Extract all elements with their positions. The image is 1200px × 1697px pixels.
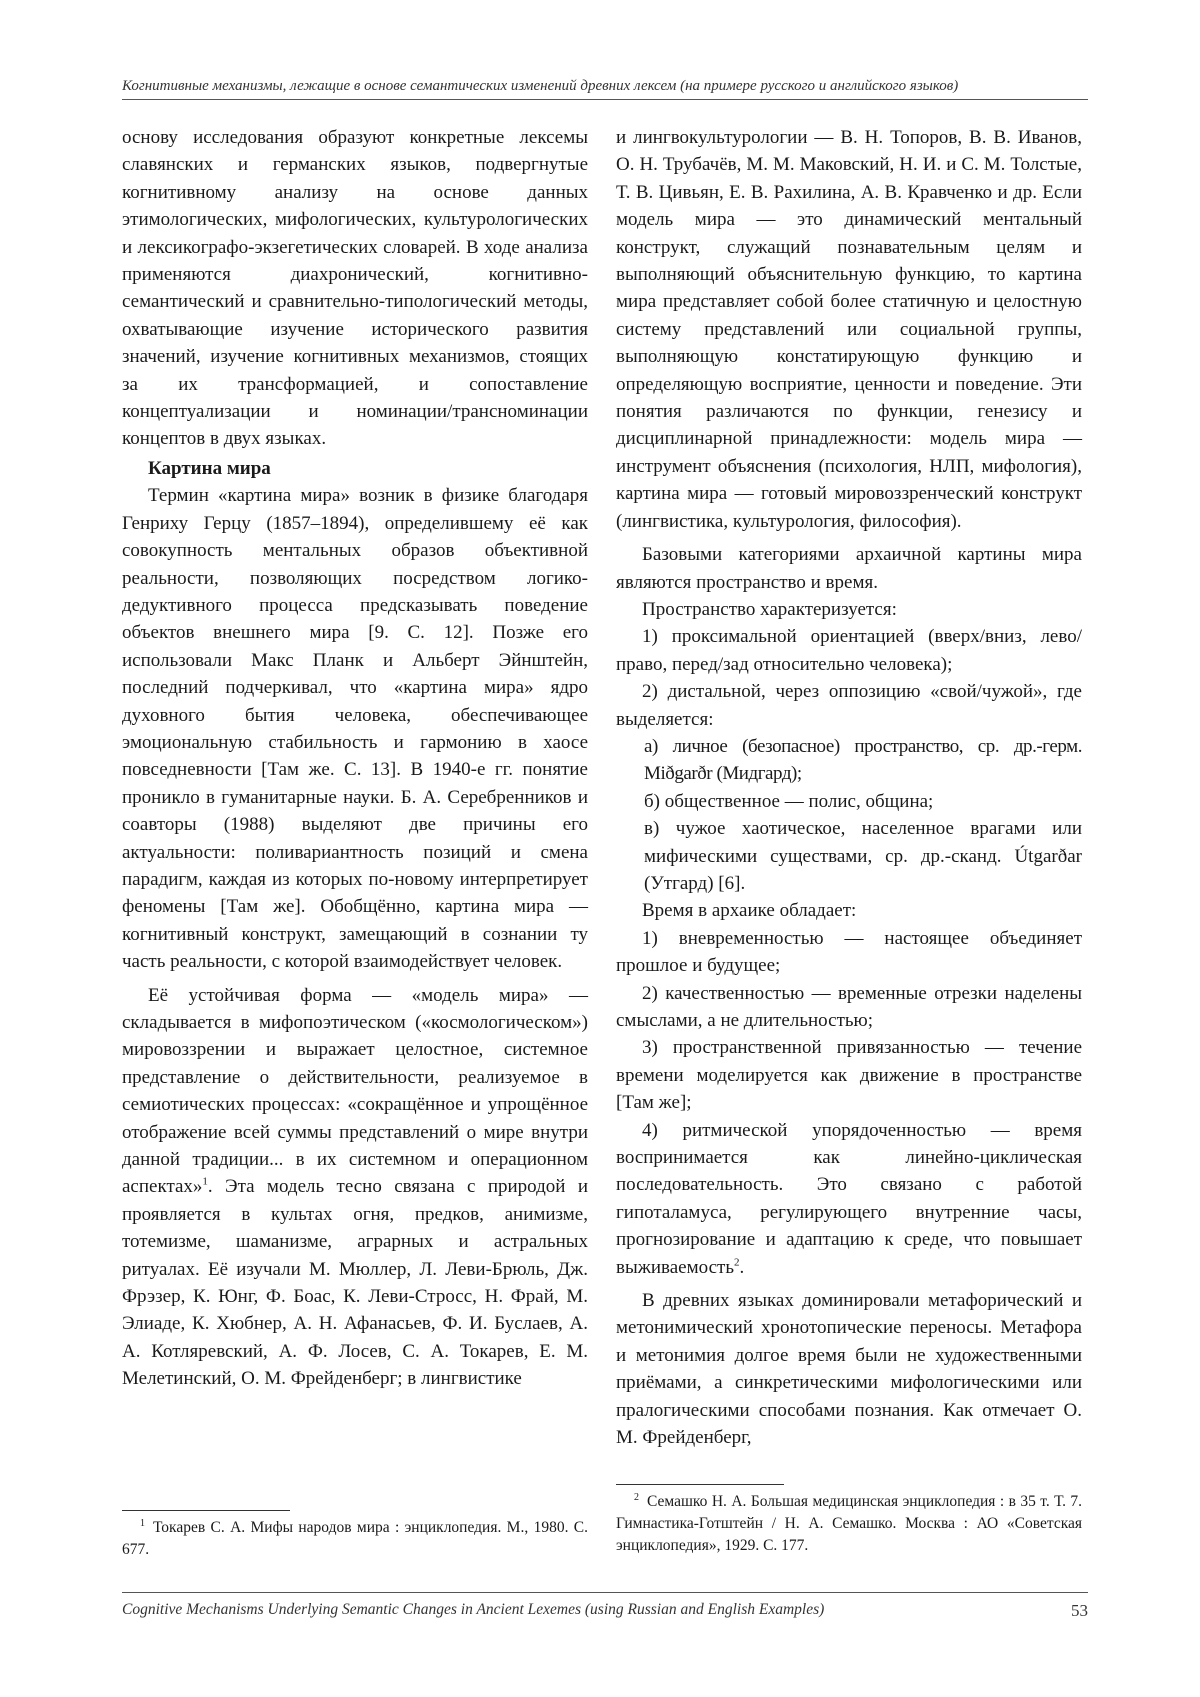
left-column xyxy=(122,124,588,1393)
right-paragraph-8: 2) качественностью — временные отрезки наделены смыслами, а не длительностью; xyxy=(616,982,1082,1031)
left-paragraph-3-text-b: . Эта модель тесно связана с природой и проявляется в культах огня, предков, анимизме, тотемизме, шаманизме, аграрных и астральных ритуалах. Её изучали М. Мюллер, Л. Леви-Брюль, Дж. Фрэзер, К. Юнг, Ф. Боас, К. Леви-Стросс, Н. Фрай, М. Элиаде, К. Хюбнер, А. Н. Афанасьев, Ф. И. Буслаев, А. А. Котляревский, А. Ф. Лосев, С. А. Токарев, Е. М. Мелетинский, О. М. Фрейденберг; в лингвистике xyxy=(122,1176,588,1390)
right-paragraph-10-text-b: . xyxy=(739,1256,745,1278)
footnote-ref-1: 1 xyxy=(202,1176,208,1189)
running-header xyxy=(122,78,1088,100)
right-paragraph-10-text-a: 4) ритмической упорядоченностью — время воспринимается как линейно-циклическая последовательность. Это связано с работой гипоталамуса, регулирующего внутренние часы, прогнозирование и адаптацию к среде, что повышает выживаемость xyxy=(616,1119,1082,1278)
space-sublist xyxy=(616,733,1082,897)
left-paragraph-3-text-a: Её устойчивая форма — «модель мира» — складывается в мифопоэтическом («космологическом») мировоззрении и выражает целостное, системное представление о действительности, реализуемое в семиотических процессах: «сокращённое и упрощённое отображение всей суммы представлений о мире внутри данной традиции... в их системном и операционном аспектах» xyxy=(122,984,588,1198)
footnote-2-text: Семашко Н. А. Большая медицинская энциклопедия : в 35 т. Т. 7. Гимнастика-Готштейн / Н. А. Семашко. Москва : АО «Советская энциклопедия», 1929. С. 177. xyxy=(616,1493,1082,1554)
right-paragraph-4: 1) проксимальной ориентацией (вверх/вниз, лево/право, перед/зад относительно человека); xyxy=(616,626,1082,675)
right-footnote-area xyxy=(616,1474,1082,1557)
left-paragraph-2: Термин «картина мира» возник в физике благодаря Генриху Герцу (1857–1894), определившему её как совокупность ментальных образов объективной реальности, позволяющих посредством логико-дедуктивного процесса предсказывать поведение объектов внешнего мира [9. С. 12]. Позже его использовали Макс Планк и Альберт Эйнштейн, последний подчеркивал, что «картина мира» ядро духовного бытия человека, обеспечивающее эмоциональную стабильность и гармонию в хаосе повседневности [Там же. С. 13]. В 1940-е гг. понятие проникло в гуманитарные науки. Б. А. Серебренников и соавторы (1988) выделяют две причины его актуальности: поливариантность позиций и смена парадигм, каждая из которых по-новому интерпретирует феномены [Там же]. Обобщённо, картина мира — когнитивный конструкт, замещающий в сознании ту часть реальности, с которой взаимодействует человек. xyxy=(122,485,588,973)
running-header-title: Когнитивные механизмы, лежащие в основе семантических изменений древних лексем (на примере русского и английского языков) xyxy=(122,78,959,94)
right-paragraph-3: Пространство характеризуется: xyxy=(642,598,897,620)
sublist-item-a: а) личное (безопасное) пространство, ср. др.-герм. Miðgarðr (Мидгард); xyxy=(644,735,1082,785)
right-paragraph-11: В древних языках доминировали метафорический и метонимический хронотопические переносы. Метафора и метонимия долгое время были не художественными приёмами, а синкретическими мифологическими или пралогическими способами познания. Как отмечает О. М. Фрейденберг, xyxy=(616,1290,1082,1449)
footnote-rule-right xyxy=(616,1484,784,1485)
right-paragraph-5: 2) дистальной, через оппозицию «свой/чужой», где выделяется: xyxy=(616,681,1082,730)
right-paragraph-7: 1) вневременностью — настоящее объединяет прошлое и будущее; xyxy=(616,927,1082,977)
left-paragraph-3 xyxy=(122,982,588,1393)
right-paragraph-2: Базовыми категориями архаичной картины мира являются пространство и время. xyxy=(616,544,1082,593)
section-heading: Картина мира xyxy=(148,457,271,479)
footnote-2-mark: 2 xyxy=(634,1491,639,1503)
right-paragraph-1: и лингвокультурологии — В. Н. Топоров, В. В. Иванов, О. Н. Трубачёв, М. М. Маковский, Н. И. и С. М. Толстые, Т. В. Цивьян, Е. В. Рахилина, А. В. Кравченко и др. Если модель мира — это динамический ментальный конструкт, служащий познавательным целям и выполняющий объяснительную функцию, то картина мира представляет собой более статичную и целостную систему представлений или социальной группы, выполняющую констатирующую функцию и определяющую восприятие, ценности и поведение. Эти понятия различаются по функции, генезису и дисциплинарной принадлежности: модель мира — инструмент объяснения (психология, НЛП, мифология), картина мира — готовый мировоззренческий конструкт (лингвистика, культурология, философия). xyxy=(616,127,1082,532)
footnote-1-text: Токарев С. А. Мифы народов мира : энциклопедия. М., 1980. С. 677. xyxy=(122,1519,588,1558)
running-footer xyxy=(122,1592,1088,1619)
footnote-2 xyxy=(616,1491,1082,1557)
footnote-1-mark: 1 xyxy=(140,1517,145,1529)
right-paragraph-10 xyxy=(616,1117,1082,1281)
sublist-item-c: в) чужое хаотическое, населенное врагами или мифическими существами, ср. др.-сканд. Útgarðar (Утгард) [6]. xyxy=(644,818,1082,894)
footnote-ref-2: 2 xyxy=(734,1256,740,1269)
footnote-1 xyxy=(122,1517,588,1561)
footnote-rule-left xyxy=(122,1510,290,1511)
sublist-item-b: б) общественное — полис, община; xyxy=(644,790,934,812)
left-footnote-area xyxy=(122,1500,588,1561)
right-paragraph-6: Время в архаике обладает: xyxy=(642,900,857,922)
right-column xyxy=(616,124,1082,1452)
left-paragraph-1: основу исследования образуют конкретные лексемы славянских и германских языков, подвергнутые когнитивному анализу на основе данных этимологических, мифологических, культурологических и лексикографо-экзегетических словарей. В ходе анализа применяются диахронический, когнитивно-семантический и сравнительно-типологический методы, охватывающие изучение исторического развития значений, изучение когнитивных механизмов, стоящих за их трансформацией, и сопоставление концептуализации и номинации/трансноминации концептов в двух языках. xyxy=(122,127,588,450)
right-paragraph-9: 3) пространственной привязанностью — течение времени моделируется как движение в пространстве [Там же]; xyxy=(616,1037,1082,1114)
running-footer-title: Cognitive Mechanisms Underlying Semantic Changes in Ancient Lexemes (using Russian and English Examples) xyxy=(122,1601,825,1618)
page-number: 53 xyxy=(1071,1601,1088,1620)
